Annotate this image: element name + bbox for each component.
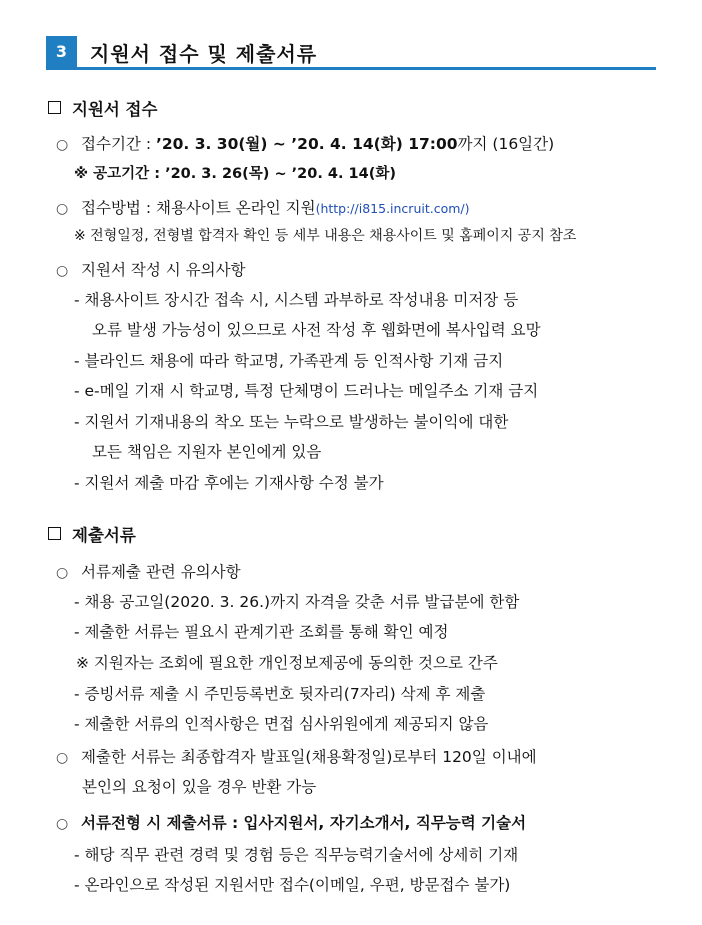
apply-method-note: ※ 전형일정, 전형별 합격자 확인 등 세부 내용은 채용사이트 및 홈페이지 공지 참조 [74, 228, 577, 244]
circle-bullet-icon: ○ [56, 137, 69, 153]
list-item: - 블라인드 채용에 따라 학교명, 가족관계 등 인적사항 기재 금지 [74, 352, 504, 370]
circle-bullet-icon: ○ [56, 263, 69, 279]
apply-period: ○ 접수기간 : ’20. 3. 30(월) ~ ’20. 4. 14(화) 17:00까지 (16일간) [56, 135, 555, 153]
list-item: - 지원서 제출 마감 후에는 기재사항 수정 불가 [74, 474, 384, 492]
square-bullet-icon [48, 527, 61, 540]
circle-bullet-icon: ○ [56, 750, 69, 766]
section-header [46, 36, 656, 72]
list-item: - 제출한 서류는 필요시 관계기관 조회를 통해 확인 예정 [74, 623, 449, 641]
list-item: - 제출한 서류의 인적사항은 면접 심사위원에게 제공되지 않음 [74, 715, 489, 733]
circle-bullet-icon: ○ [56, 565, 69, 581]
docs-return: ○ 제출한 서류는 최종합격자 발표일(채용확정일)로부터 120일 이내에 [56, 748, 537, 766]
list-item: - e-메일 기재 시 학교명, 특정 단체명이 드러나는 메일주소 기재 금지 [74, 382, 539, 400]
docs-heading: 제출서류 [48, 522, 136, 546]
docs-return-cont: 본인의 요청이 있을 경우 반환 가능 [82, 778, 317, 796]
section-title: 지원서 접수 및 제출서류 [90, 42, 318, 66]
docs-screening: ○ 서류전형 시 제출서류 : 입사지원서, 자기소개서, 직무능력 기술서 [56, 814, 527, 832]
list-item: 모든 책임은 지원자 본인에게 있음 [92, 443, 322, 461]
list-item: ※ 지원자는 조회에 필요한 개인정보제공에 동의한 것으로 간주 [76, 654, 498, 672]
circle-bullet-icon: ○ [56, 201, 69, 217]
apply-caution-label: ○ 지원서 작성 시 유의사항 [56, 261, 246, 279]
apply-method: ○ 접수방법 : 채용사이트 온라인 지원(http://i815.incruit.com/) [56, 199, 470, 217]
apply-notice: ※ 공고기간 : ’20. 3. 26(목) ~ ’20. 4. 14(화) [74, 166, 396, 182]
docs-caution-label: ○ 서류제출 관련 유의사항 [56, 563, 241, 581]
section-number: 3 [46, 36, 77, 67]
list-item: - 증빙서류 제출 시 주민등록번호 뒷자리(7자리) 삭제 후 제출 [74, 685, 486, 703]
section-divider [46, 67, 656, 70]
recruit-site-link[interactable]: (http://i815.incruit.com/) [315, 201, 470, 216]
list-item: 오류 발생 가능성이 있으므로 사전 작성 후 웹화면에 복사입력 요망 [92, 321, 541, 339]
square-bullet-icon [48, 101, 61, 114]
list-item: - 채용사이트 장시간 접속 시, 시스템 과부하로 작성내용 미저장 등 [74, 291, 519, 309]
apply-heading: 지원서 접수 [48, 96, 157, 120]
list-item: - 채용 공고일(2020. 3. 26.)까지 자격을 갖춘 서류 발급분에 한함 [74, 593, 520, 611]
list-item: - 해당 직무 관련 경력 및 경험 등은 직무능력기술서에 상세히 기재 [74, 846, 519, 864]
list-item: - 온라인으로 작성된 지원서만 접수(이메일, 우편, 방문접수 불가) [74, 876, 511, 894]
circle-bullet-icon: ○ [56, 816, 69, 832]
list-item: - 지원서 기재내용의 착오 또는 누락으로 발생하는 불이익에 대한 [74, 413, 509, 431]
